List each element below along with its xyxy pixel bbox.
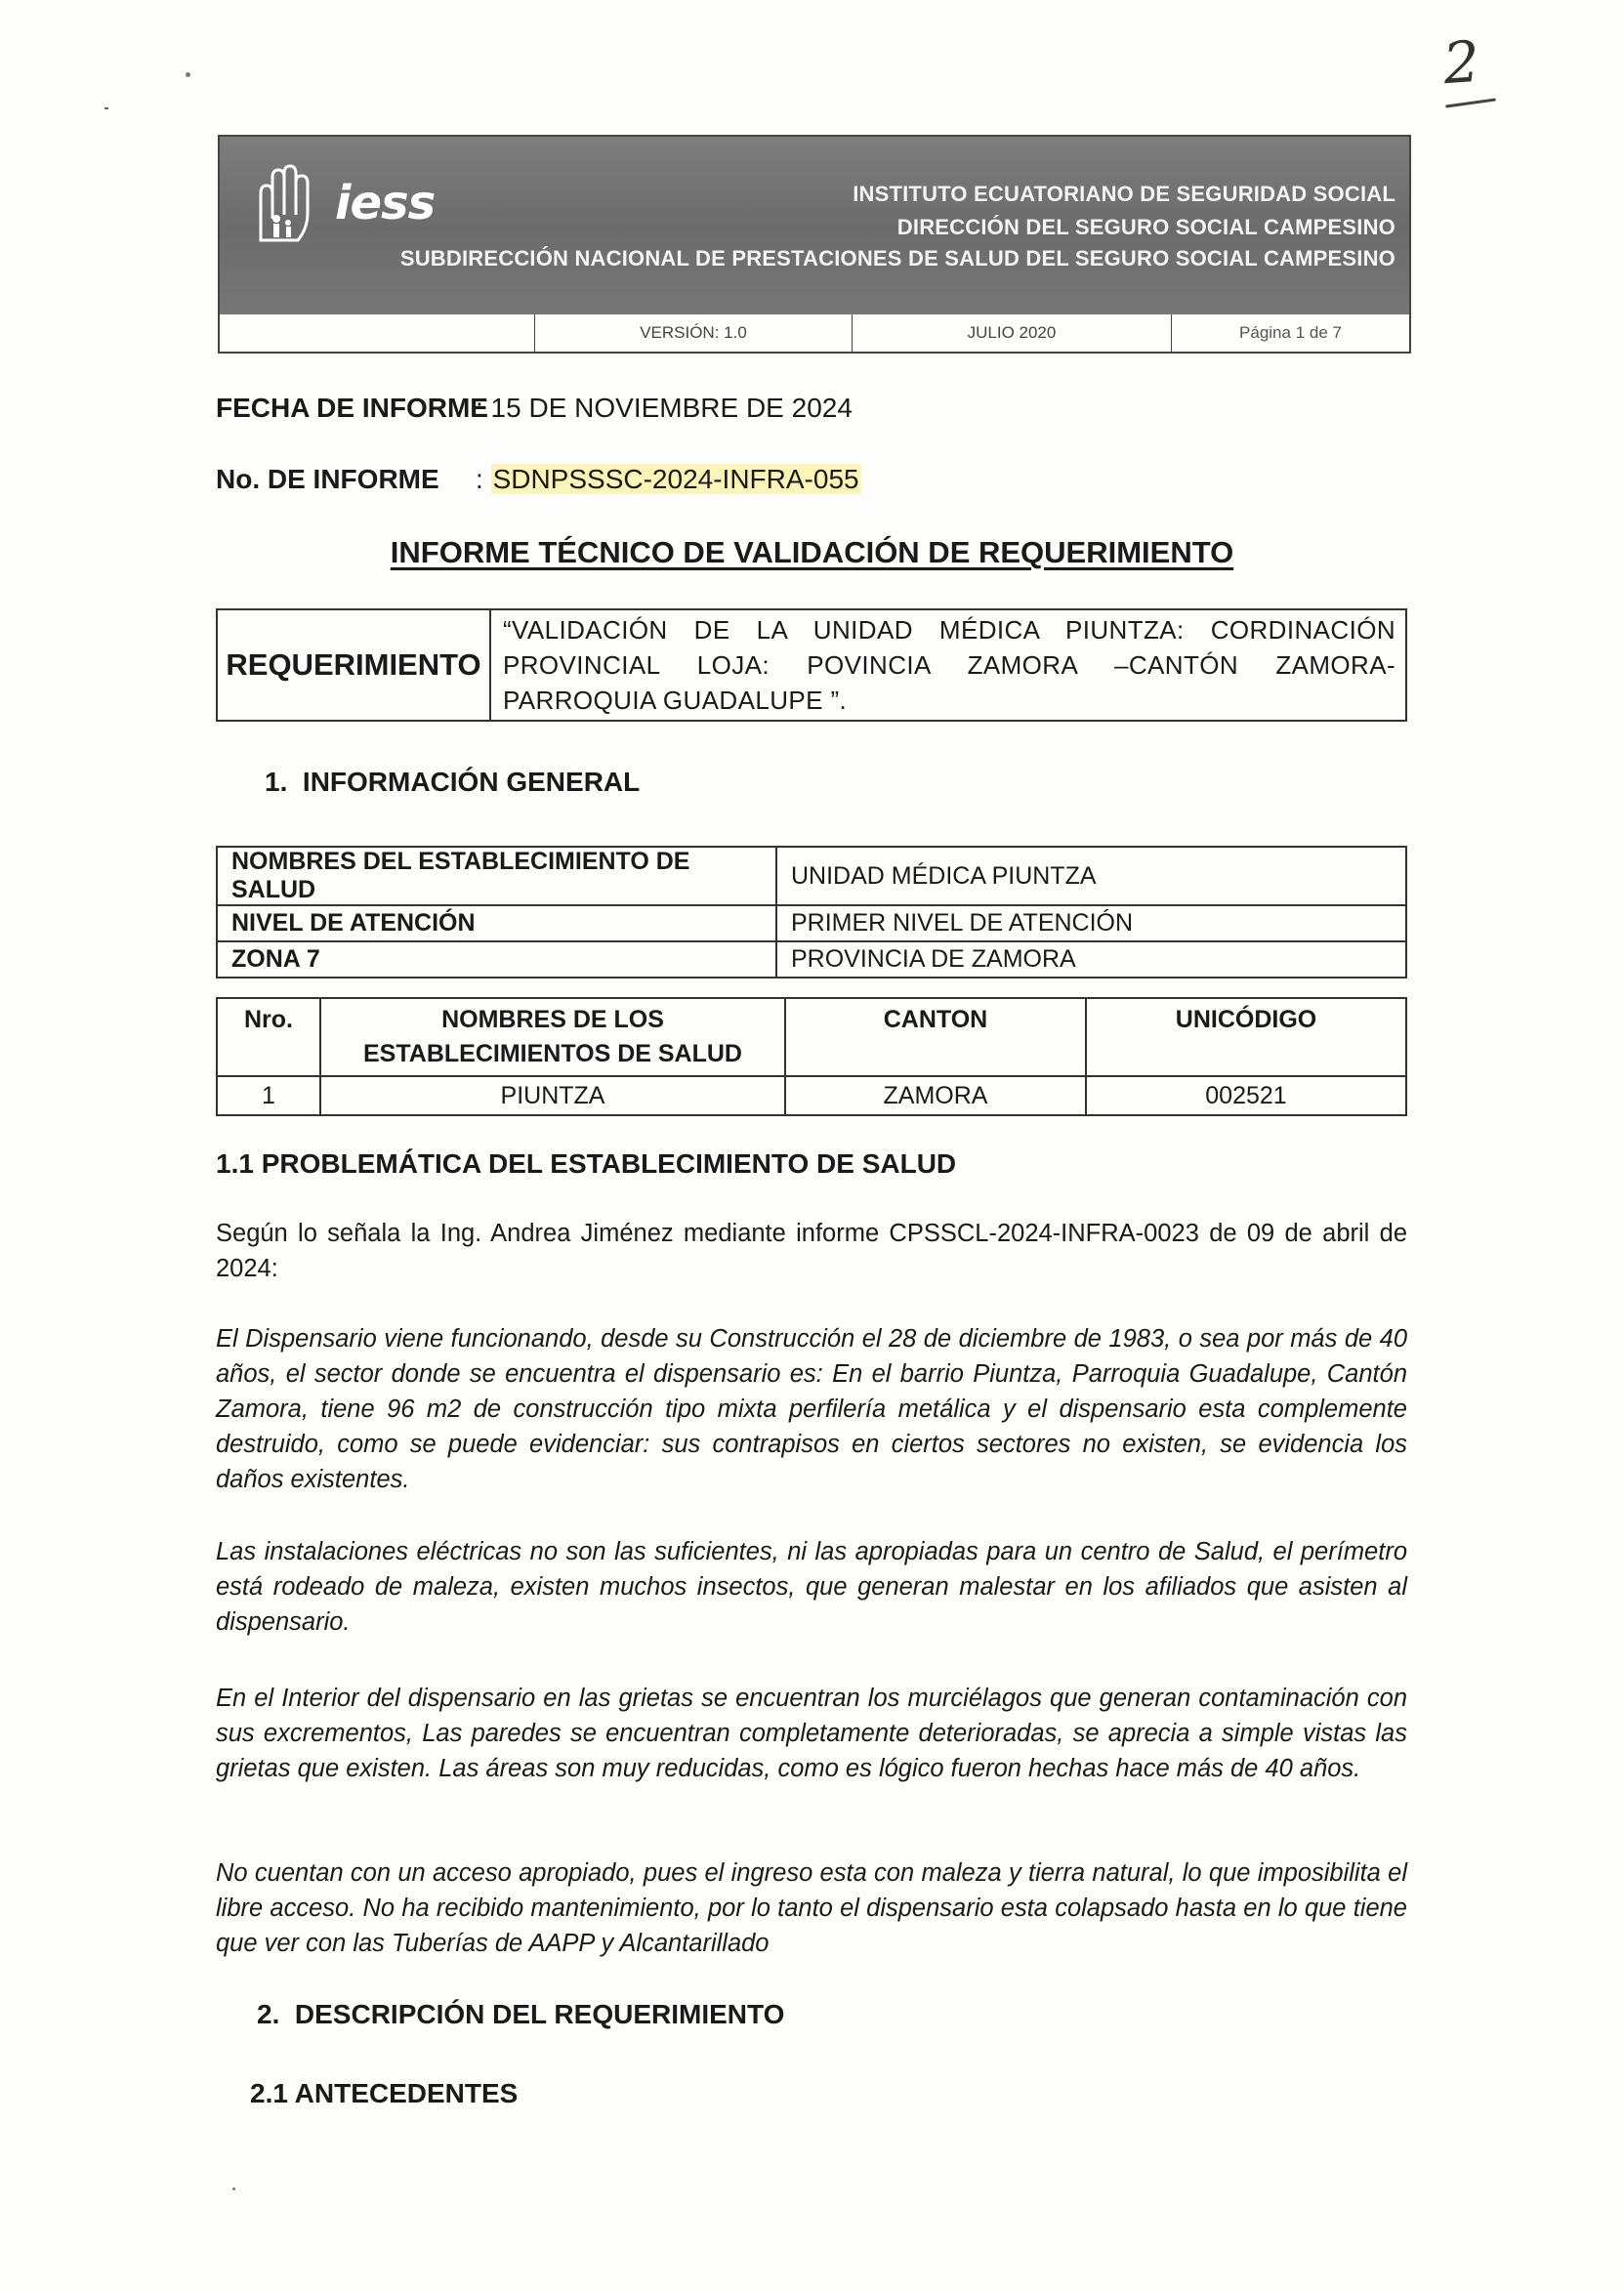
info-value: PROVINCIA DE ZAMORA — [776, 941, 1406, 978]
report-number-prefix: : — [476, 464, 483, 494]
column-header-canton: CANTON — [785, 998, 1086, 1076]
requirement-label: REQUERIMIENTO — [217, 609, 490, 721]
iess-logo-text: iess — [335, 176, 436, 230]
paragraph-2: Las instalaciones eléctricas no son las suficientes, ni las apropiadas para un centro de Salud, el perímetro está rodeado de maleza, existen muchos insectos, que generan malestar en los afiliados que asisten al dispensario. — [216, 1538, 1407, 1636]
direction-name: DIRECCIÓN DEL SEGURO SOCIAL CAMPESINO — [896, 215, 1395, 239]
subdirection-name: SUBDIRECCIÓN NACIONAL DE PRESTACIONES DE SALUD DEL SEGURO SOCIAL CAMPESINO — [399, 246, 1395, 271]
section-1-1-heading: 1.1 PROBLEMÁTICA DEL ESTABLECIMIENTO DE SALUD — [216, 1148, 957, 1179]
table-header-row — [217, 998, 1406, 1076]
report-date-label: FECHA DE INFORME — [216, 393, 488, 423]
report-number-label: No. DE INFORME — [216, 464, 439, 494]
scan-speck — [232, 2187, 235, 2190]
section-2-1-heading: 2.1 ANTECEDENTES — [250, 2078, 519, 2108]
info-key: ZONA 7 — [217, 941, 776, 978]
table-row — [217, 847, 1406, 905]
section-2-heading: 2. DESCRIPCIÓN DEL REQUERIMIENTO — [257, 1999, 785, 2029]
paragraph-1: El Dispensario viene funcionando, desde su Construcción el 28 de diciembre de 1983, o sea por más de 40 años, el sector donde se encuentra el dispensario es: En el barrio Piuntza, Parroquia Guadalupe, Cantón Zamora, tiene 96 m2 de construcción tipo mixta perfilería metálica y el dispensario esta complemente destruido, como se puede evidenciar: sus contrapisos en ciertos sectores no existen, se evidencia los daños existentes. — [216, 1325, 1407, 1493]
cell-nro: 1 — [217, 1076, 320, 1115]
requirement-text: “VALIDACIÓN DE LA UNIDAD MÉDICA PIUNTZA: CORDINACIÓN PROVINCIAL LOJA: POVINCIA ZAMORA –CANTÓN ZAMORA- PARROQUIA GUADALUPE ”. — [490, 609, 1406, 721]
info-key: NOMBRES DEL ESTABLECIMIENTO DE SALUD — [217, 847, 776, 905]
handwritten-page-number: 2 — [1440, 27, 1482, 98]
general-info-table — [216, 846, 1407, 979]
version-label: VERSIÓN: 1.0 — [534, 314, 852, 352]
iess-hand-logo-icon — [247, 164, 323, 246]
handwritten-underline — [1445, 98, 1496, 107]
cell-nombre: PIUNTZA — [320, 1076, 785, 1115]
scan-speck — [186, 72, 190, 77]
report-number-code: SDNPSSSC-2024-INFRA-055 — [492, 464, 859, 494]
scan-speck — [104, 107, 108, 109]
report-date-value: : 15 DE NOVIEMBRE DE 2024 — [476, 393, 853, 423]
cell-canton: ZAMORA — [785, 1076, 1086, 1115]
paragraph-4: No cuentan con un acceso apropiado, pues el ingreso esta con maleza y tierra natural, lo que imposibilita el libre acceso. No ha recibido mantenimiento, por lo tanto el dispensario esta colapsado hasta en lo que tiene que ver con las Tuberías de AAPP y Alcantarillado — [216, 1859, 1407, 1957]
table-row — [217, 905, 1406, 941]
version-row — [218, 314, 1411, 354]
institution-name: INSTITUTO ECUATORIANO DE SEGURIDAD SOCIAL — [853, 182, 1395, 206]
info-key: NIVEL DE ATENCIÓN — [217, 905, 776, 941]
requirement-table — [216, 608, 1407, 722]
report-number-value — [476, 464, 861, 495]
page-counter: Página 1 de 7 — [1171, 314, 1409, 352]
section-1-heading: 1. INFORMACIÓN GENERAL — [265, 767, 641, 797]
establishments-table — [216, 997, 1407, 1116]
column-header-unicodigo: UNICÓDIGO — [1086, 998, 1406, 1076]
document-title: INFORME TÉCNICO DE VALIDACIÓN DE REQUERIMIENTO — [390, 535, 1234, 569]
column-header-nombres: NOMBRES DE LOS ESTABLECIMIENTOS DE SALUD — [320, 998, 785, 1076]
paragraph-3: En el Interior del dispensario en las grietas se encuentran los murciélagos que generan contaminación con sus excrementos, Las paredes se encuentran completamente deterioradas, se aprecia a simple vistas las grietas que existen. Las áreas son muy reducidas, como es lógico fueron hechas hace más de 40 años. — [216, 1685, 1407, 1782]
document-header-banner — [218, 135, 1411, 318]
info-value: UNIDAD MÉDICA PIUNTZA — [776, 847, 1406, 905]
column-header-nro: Nro. — [217, 998, 320, 1076]
table-row — [217, 1076, 1406, 1115]
version-date: JULIO 2020 — [852, 314, 1171, 352]
cell-unicodigo: 002521 — [1086, 1076, 1406, 1115]
info-value: PRIMER NIVEL DE ATENCIÓN — [776, 905, 1406, 941]
version-row-blank — [220, 314, 534, 352]
table-row — [217, 941, 1406, 978]
intro-paragraph: Según lo señala la Ing. Andrea Jiménez mediante informe CPSSCL-2024-INFRA-0023 de 09 de abril de 2024: — [216, 1220, 1407, 1282]
